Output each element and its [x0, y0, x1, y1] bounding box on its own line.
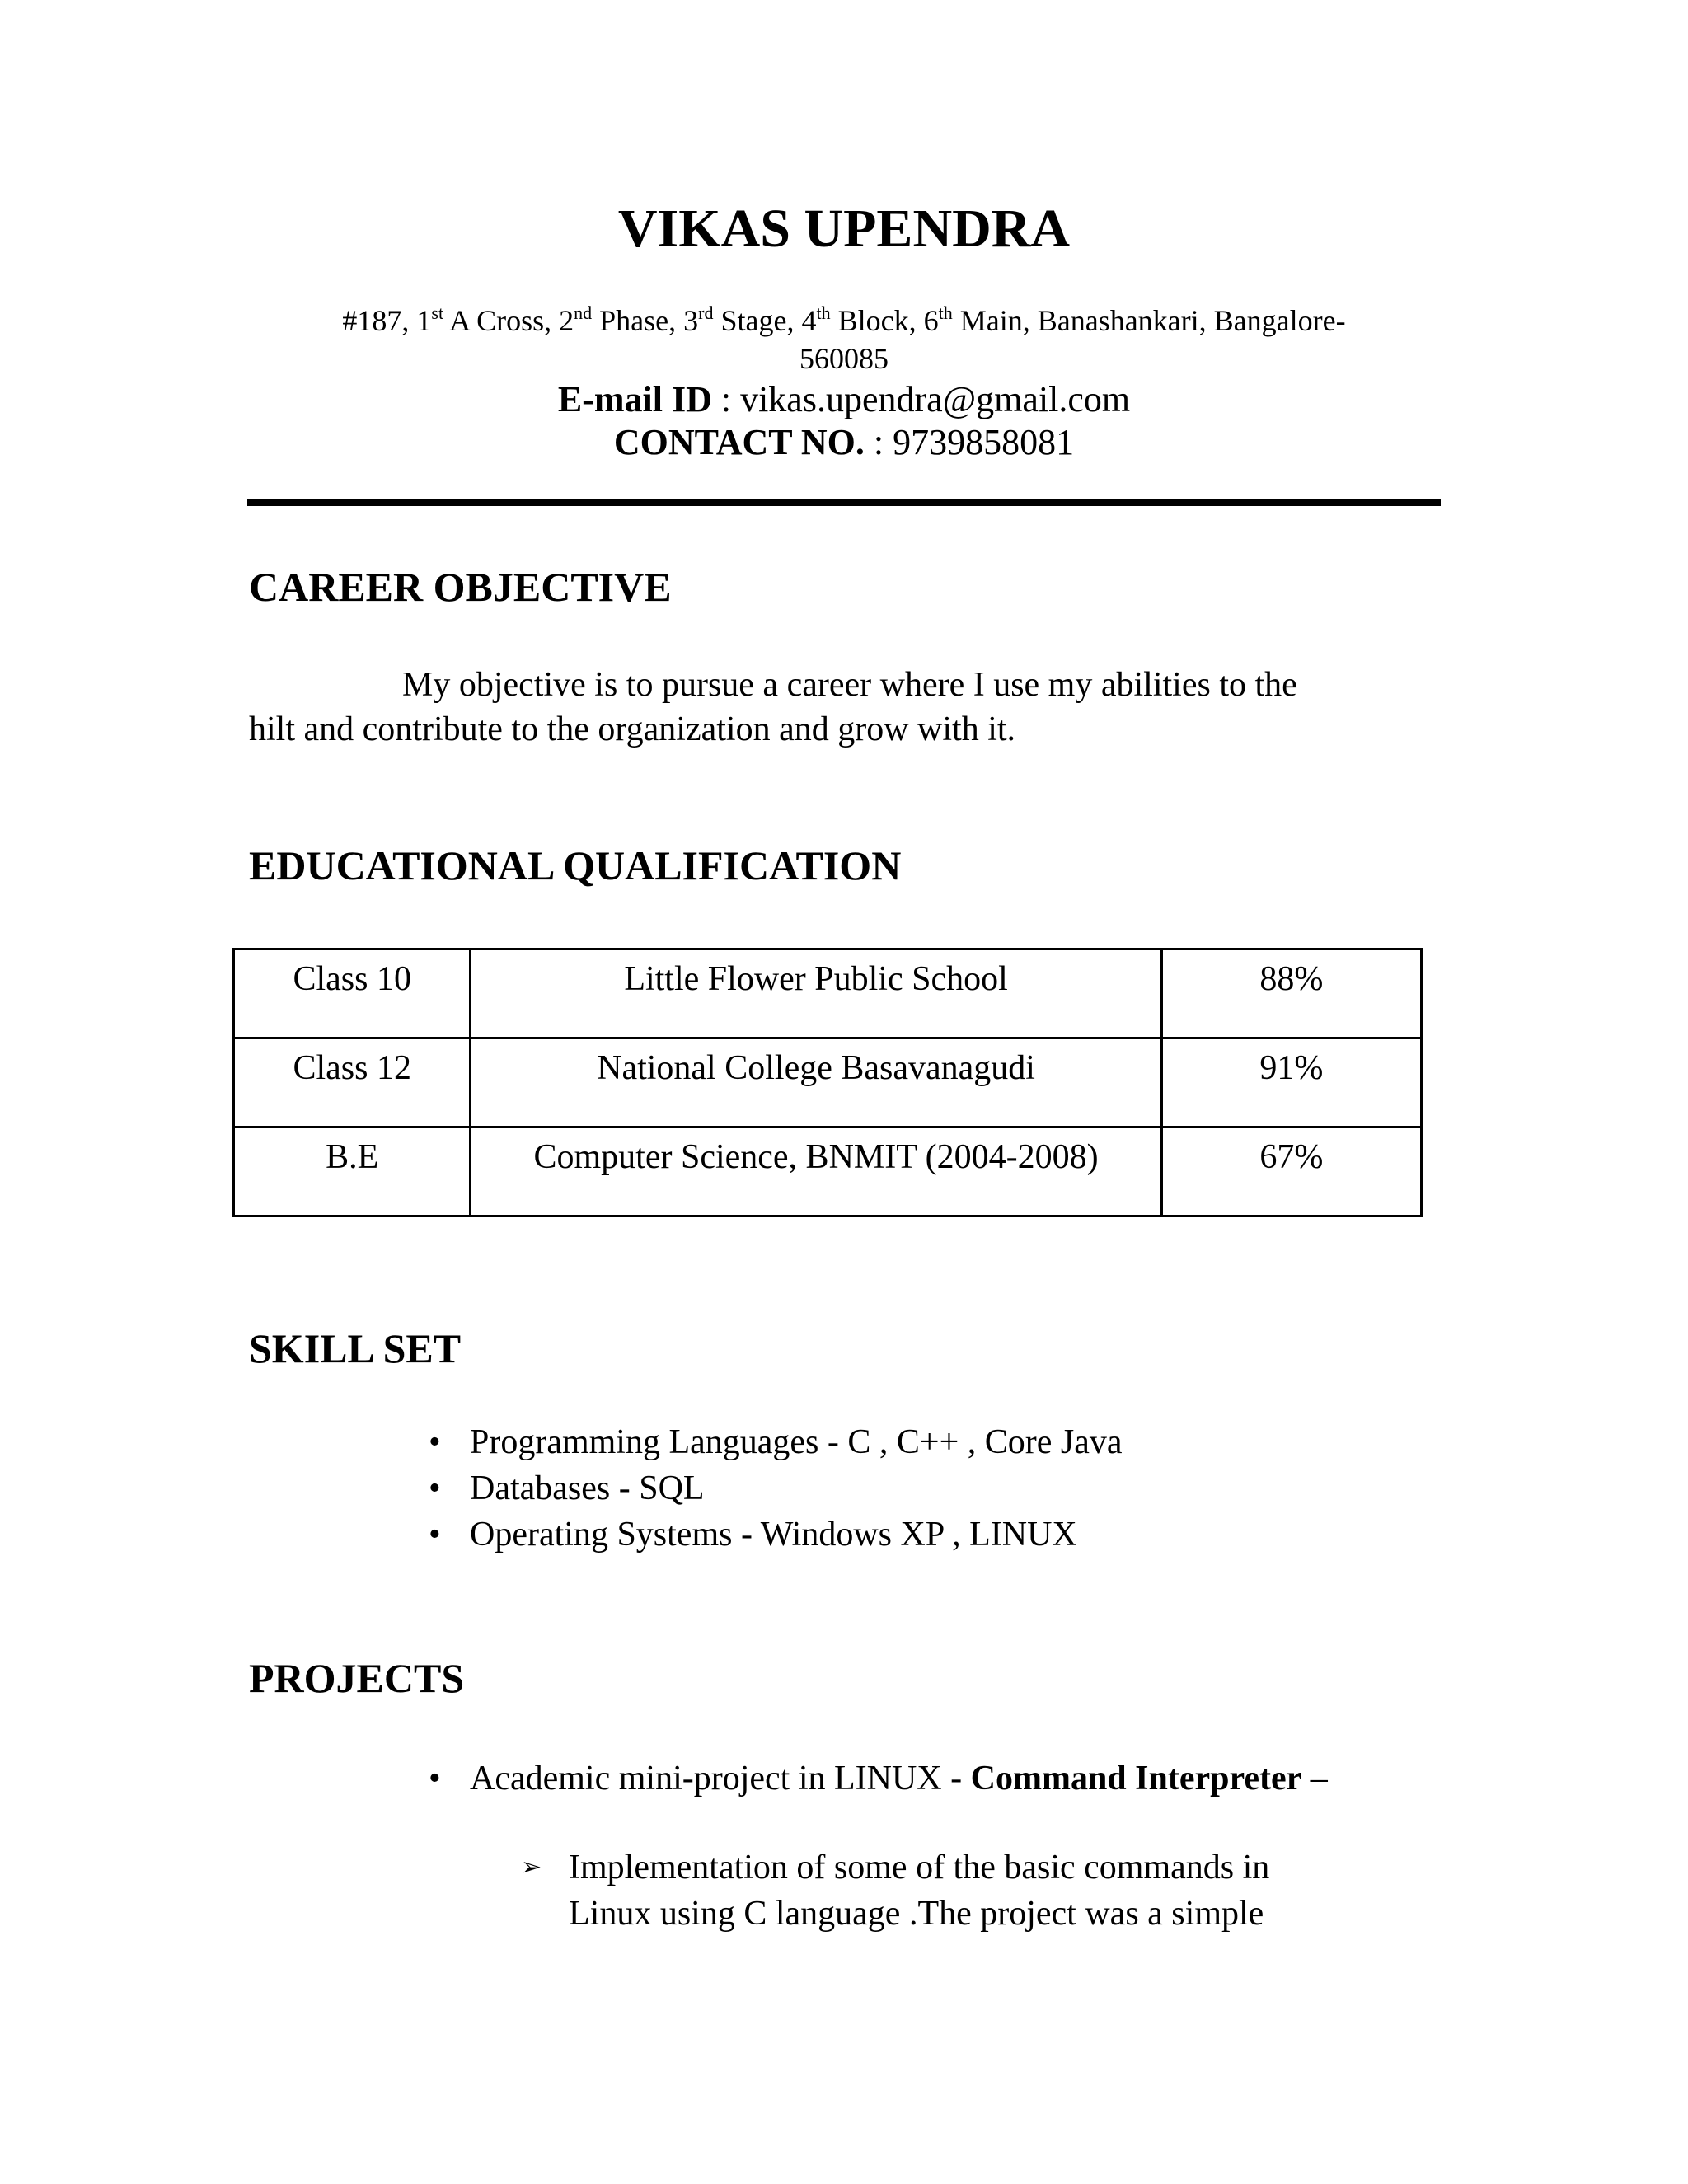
project-detail-line-1: Implementation of some of the basic commands in	[569, 1849, 1270, 1886]
education-heading: EDUCATIONAL QUALIFICATION	[249, 842, 902, 888]
project-prefix: Academic mini-project in LINUX -	[470, 1760, 971, 1797]
project-suffix: –	[1301, 1760, 1328, 1797]
career-objective-heading: CAREER OBJECTIVE	[249, 564, 672, 610]
skill-text: Programming Languages - C , C++ , Core Java	[470, 1423, 1123, 1461]
objective-line-1: My objective is to pursue a career where I use my abilities to the	[402, 666, 1297, 704]
contact-label: CONTACT NO.	[613, 422, 865, 462]
objective-line-2: hilt and contribute to the organization and grow with it.	[249, 710, 1016, 748]
project-detail-line-2: Linux using C language .The project was a simple	[569, 1895, 1264, 1933]
bullet-icon: •	[429, 1469, 441, 1507]
edu-institution: Computer Science, BNMIT (2004-2008)	[471, 1127, 1161, 1216]
contact-value: 9739858081	[893, 422, 1075, 462]
project-title: Command Interpreter	[970, 1760, 1302, 1797]
address-line-1: #187, 1st A Cross, 2nd Phase, 3rd Stage, 4th Block, 6th Main, Banashankari, Bangalore-	[342, 302, 1346, 337]
edu-level: B.E	[234, 1127, 471, 1216]
address-line-2: 560085	[799, 342, 889, 375]
email-line: E-mail ID : vikas.upendra@gmail.com	[557, 379, 1131, 419]
table-row	[234, 949, 1422, 1038]
skills-heading: SKILL SET	[249, 1325, 462, 1371]
candidate-name: VIKAS UPENDRA	[617, 199, 1071, 259]
skill-text: Operating Systems - Windows XP , LINUX	[470, 1516, 1077, 1554]
project-detail	[521, 1844, 1269, 1937]
edu-score: 88%	[1161, 949, 1421, 1038]
arrow-bullet-icon: ➢	[521, 1853, 542, 1882]
project-item	[429, 1755, 1328, 1802]
list-item	[429, 1511, 1123, 1558]
edu-institution: Little Flower Public School	[471, 949, 1161, 1038]
edu-score: 67%	[1161, 1127, 1421, 1216]
table-row	[234, 1127, 1422, 1216]
email-label: E-mail ID	[557, 379, 712, 419]
list-item	[429, 1465, 1123, 1511]
edu-score: 91%	[1161, 1038, 1421, 1127]
header-divider	[247, 499, 1441, 506]
edu-institution: National College Basavanagudi	[471, 1038, 1161, 1127]
bullet-icon: •	[429, 1423, 441, 1461]
bullet-icon: •	[429, 1760, 441, 1797]
contact-line: CONTACT NO. : 9739858081	[613, 422, 1075, 462]
skill-text: Databases - SQL	[470, 1469, 705, 1507]
edu-level: Class 10	[234, 949, 471, 1038]
bullet-icon: •	[429, 1516, 441, 1554]
education-table	[232, 948, 1423, 1217]
projects-heading: PROJECTS	[249, 1655, 465, 1701]
skills-list	[429, 1419, 1123, 1558]
list-item	[429, 1419, 1123, 1465]
edu-level: Class 12	[234, 1038, 471, 1127]
table-row	[234, 1038, 1422, 1127]
email-value: vikas.upendra@gmail.com	[740, 379, 1131, 419]
